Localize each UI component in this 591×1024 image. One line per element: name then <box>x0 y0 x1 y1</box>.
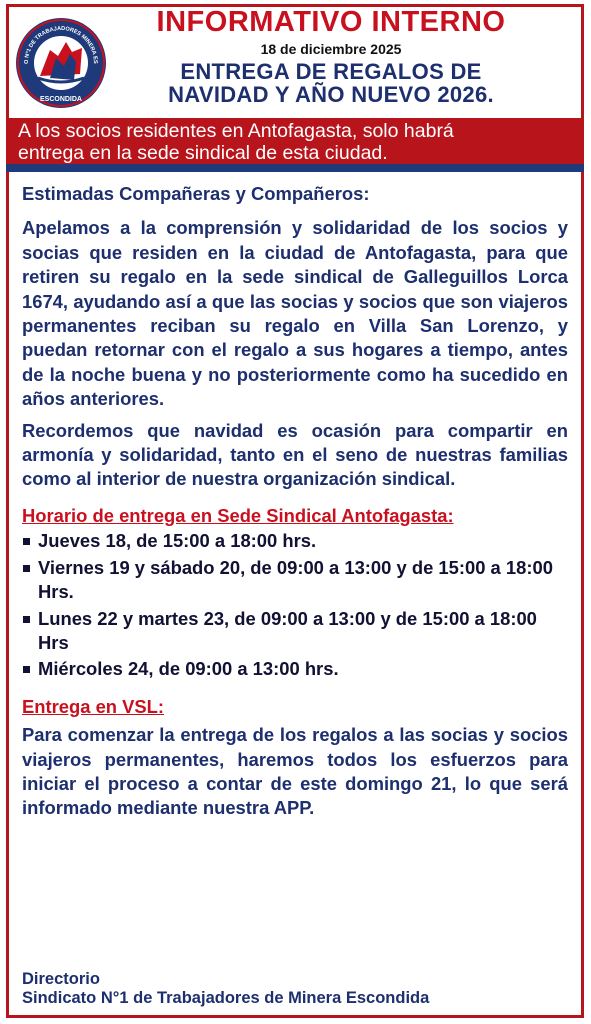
schedule-item <box>22 529 568 553</box>
signature-line-2: Sindicato N°1 de Trabajadores de Minera Escondida <box>22 989 430 1007</box>
notice-banner <box>6 118 584 164</box>
schedule-item <box>22 556 568 605</box>
date-line: 18 de diciembre 2025 <box>260 41 402 57</box>
schedule-item-text: Viernes 19 y sábado 20, de 09:00 a 13:00 y de 15:00 a 18:00 Hrs. <box>38 556 553 603</box>
union-logo <box>14 16 108 110</box>
headline-line-1: ENTREGA DE REGALOS DE <box>180 59 482 84</box>
bullet-icon <box>23 565 30 572</box>
bullet-icon <box>23 538 30 545</box>
schedule-heading: Horario de entrega en Sede Sindical Antofagasta: <box>22 504 454 526</box>
bullet-icon <box>23 616 30 623</box>
vsl-heading: Entrega en VSL: <box>22 695 165 717</box>
paragraph-1: Apelamos a la comprensión y solidaridad de los socios y socias que residen en la ciudad de Antofagasta, para que retiren su regalo en la sede sindical de Galleguillos Lorca 1674, ayudando así a que las socias y socios que son viajeros permanentes reciban su regalo en Villa San Lorenzo, y puedan retornar con el regalo a sus hogares a tiempo, antes de la noche buena y no posteriormente como ha sucedido en años anteriores. <box>22 217 568 410</box>
paragraph-3: Para comenzar la entrega de los regalos a las socias y socios viajeros permanentes, haremos todos los esfuerzos para iniciar el proceso a contar de este domingo 21, lo que será informado mediante nuestra APP. <box>22 724 568 819</box>
headline-line-2: NAVIDAD Y AÑO NUEVO 2026. <box>168 82 494 107</box>
divider-bar <box>6 164 584 172</box>
main-content <box>22 182 568 821</box>
schedule-item <box>22 657 568 681</box>
schedule-item-text: Miércoles 24, de 09:00 a 13:00 hrs. <box>38 658 339 680</box>
page-title: INFORMATIVO INTERNO <box>156 6 506 38</box>
bullet-icon <box>23 666 30 673</box>
headline <box>118 60 544 106</box>
schedule-item-text: Jueves 18, de 15:00 a 18:00 hrs. <box>38 530 317 552</box>
signature-block <box>22 970 568 1008</box>
schedule-item <box>22 607 568 656</box>
banner-line-2: entrega en la sede sindical de esta ciudad. <box>18 142 388 164</box>
paragraph-2: Recordemos que navidad es ocasión para compartir en armonía y solidaridad, tanto en el seno de nuestras familias como al interior de nuestra organización sindical. <box>22 419 568 490</box>
banner-line-1: A los socios residentes en Antofagasta, solo habrá <box>18 120 454 142</box>
schedule-list <box>22 529 568 681</box>
logo-text: O Nº1 DE TRABAJADORES MINERA ES <box>23 25 99 65</box>
logo-bottom-text: ESCONDIDA <box>39 96 83 103</box>
schedule-item-text: Lunes 22 y martes 23, de 09:00 a 13:00 y de 15:00 a 18:00 Hrs <box>38 607 537 653</box>
salutation: Estimadas Compañeras y Compañeros: <box>22 183 370 204</box>
signature-line-1: Directorio <box>22 970 100 988</box>
